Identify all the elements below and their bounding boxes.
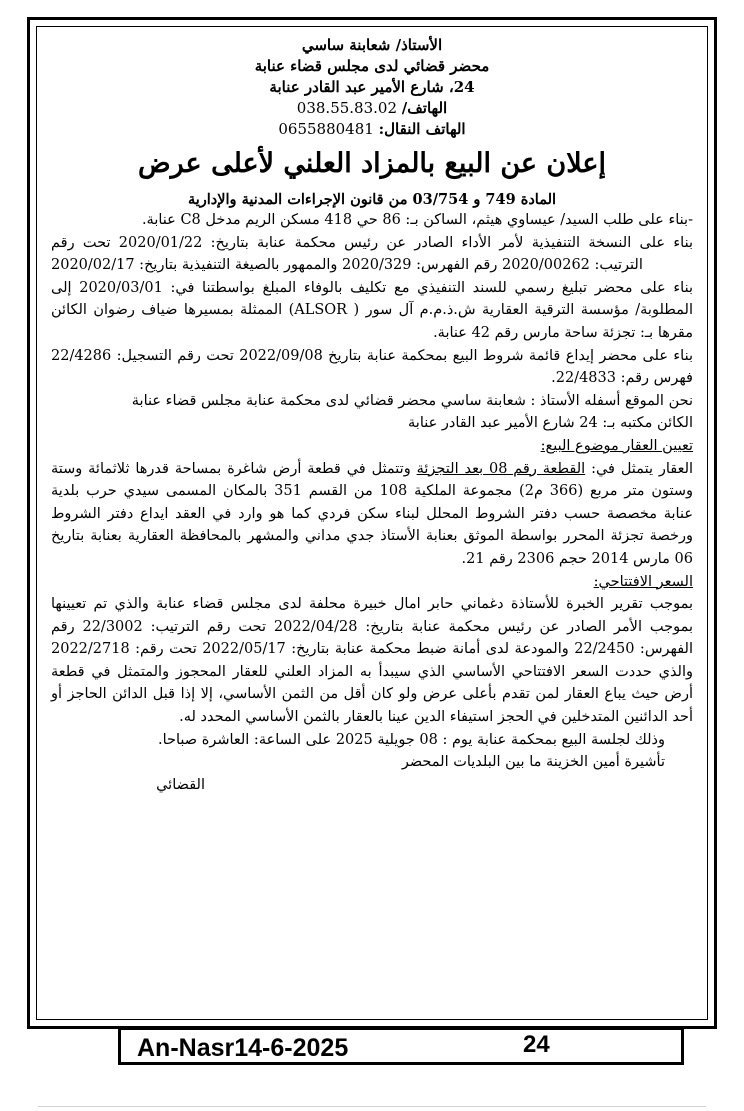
notice-title: إعلان عن البيع بالمزاد العلني لأعلى عرض [138, 148, 606, 179]
office-paragraph: الكائن مكتبه بـ: 24 شارع الأمير عبد القادر عنابة [408, 415, 693, 432]
price-heading: السعر الافتتاحي: [593, 573, 693, 590]
mobile-label: الهاتف النقال: [378, 120, 466, 138]
price-paragraph: بموجب تقرير الخبرة للأستاذة دغماني حابر امال خبيرة محلفة لدى مجلس قضاء عنابة والذي تم تعيينها بموجب الأمر الصادر عن رئيس محكمة عنابة بتاريخ: 2022/04/28 تحت رقم الترتيب: 22/3002 رقم الفهرس: 22/2450 والمودعة لدى أمانة ضبط محكمة عنابة بتاريخ: 2022/05/17 تحت رقم: 2022/2718 والذي حددت السعر الافتتاحي الأساسي الذي سيبدأ به المزاد العلني للعقار المحجوز والمتمثل في قطعة أرض حيث يباع العقار لمن تقدم بأعلى عرض ولو كان أقل من الثمن الأساسي، إلا إذا قبل الدائن الحاجز أو أحد الدائنين المتدخلين في الحجز استيفاء الدين عينا بالعقار بالثمن الأساسي المحدد له. [51, 596, 693, 726]
article-numbers: 749 و 03/754 [412, 191, 516, 208]
undersigned-paragraph: نحن الموقع أسفله الأستاذ : شعابنة ساسي محضر قضائي لدى محكمة عنابة مجلس قضاء عنابة [131, 392, 693, 409]
phone-label: الهاتف/ [401, 99, 448, 117]
conditions-paragraph: بناء على محضر إيداع قائمة شروط البيع بمحكمة عنابة بتاريخ 2022/09/08 تحت رقم التسجيل: 22/4286 فهرس رقم: 22/4833. [51, 347, 693, 387]
mobile-line [51, 119, 693, 140]
mobile-number: 0655880481 [278, 120, 374, 138]
bailiff-address: 24، شارع الأمير عبد القادر عنابة [269, 78, 475, 96]
footer-box [118, 1027, 684, 1065]
phone-line [51, 98, 693, 119]
article-label: المادة [520, 191, 557, 208]
property-text: وتتمثل في قطعة أرض شاغرة بمساحة قدرها ثلاثمائة وستة وستون متر مربع (366 م2) مجموعة الملكية 108 من القسم 351 بالمكان المسمى سيدي حرب بلدية عنابة مخصصة حسب دفتر الشروط المحلل لبناء سكن فردي كما هو وارد في العقد ايداع دفتر الشروط ورخصة تجزئة المحرر بواسطة الموثق بعنابة الأستاذ جدي مداني والمشهر بالمحافظة العقارية بعنابة بتاريخ 06 مارس 2014 حجم 2306 رقم 21. [51, 460, 693, 567]
bailiff-header [51, 35, 693, 140]
order-paragraph: بناء على النسخة التنفيذية لأمر الأداء الصادر عن رئيس محكمة عنابة بتاريخ: 2020/01/22 تحت رقم الترتيب: 2020/00262 رقم الفهرس: 2020/329 والممهور بالصيغة التنفيذية بتاريخ: 2020/02/17 [51, 234, 694, 274]
bailiff-role: محضر قضائي لدى مجلس قضاء عنابة [254, 57, 490, 75]
session-paragraph: وذلك لجلسة البيع بمحكمة عنابة يوم : 08 جويلية 2025 على الساعة: العاشرة صباحا. [158, 731, 665, 748]
signature-line-2: القضائي [156, 776, 205, 793]
notice-content [51, 35, 693, 796]
notice-body [51, 209, 693, 796]
property-lot: القطعة رقم 08 بعد التجزئة [416, 460, 586, 477]
legal-article [51, 190, 693, 209]
bottom-rule [38, 1106, 706, 1107]
signature-line-1: تأشيرة أمين الخزينة ما بين البلديات المحضر [401, 754, 665, 771]
newspaper-date: An-Nasr14-6-2025 [137, 1034, 349, 1062]
page-number: 24 [523, 1031, 550, 1058]
property-heading: تعيين العقار موضوع البيع: [540, 437, 693, 454]
inner-frame [36, 26, 708, 1020]
notification-paragraph: بناء على محضر تبليغ رسمي للسند التنفيذي مع تكليف بالوفاء المبلغ بواسطتنا في: 2020/03/01 إلى المطلوبة/ مؤسسة الترقية العقارية ش.ذ.م.م آل سور ( ALSOR) الممثلة بمسيرها ضياف رضوان الكائن مقرها بـ: تجزئة ساحة مارس رقم 42 عنابة. [51, 279, 693, 341]
request-paragraph: -بناء على طلب السيد/ عيساوي هيثم، الساكن بـ: 86 حي 418 مسكن الريم مدخل C8 عنابة. [141, 212, 693, 228]
property-lead: العقار يتمثل في: [591, 460, 694, 477]
bailiff-name: الأستاذ/ شعابنة ساسي [301, 36, 443, 54]
property-paragraph [51, 458, 693, 571]
phone-number: 038.55.83.02 [296, 99, 397, 117]
outer-frame [27, 17, 717, 1029]
article-law: من قانون الإجراءات المدنية والإدارية [187, 191, 408, 208]
